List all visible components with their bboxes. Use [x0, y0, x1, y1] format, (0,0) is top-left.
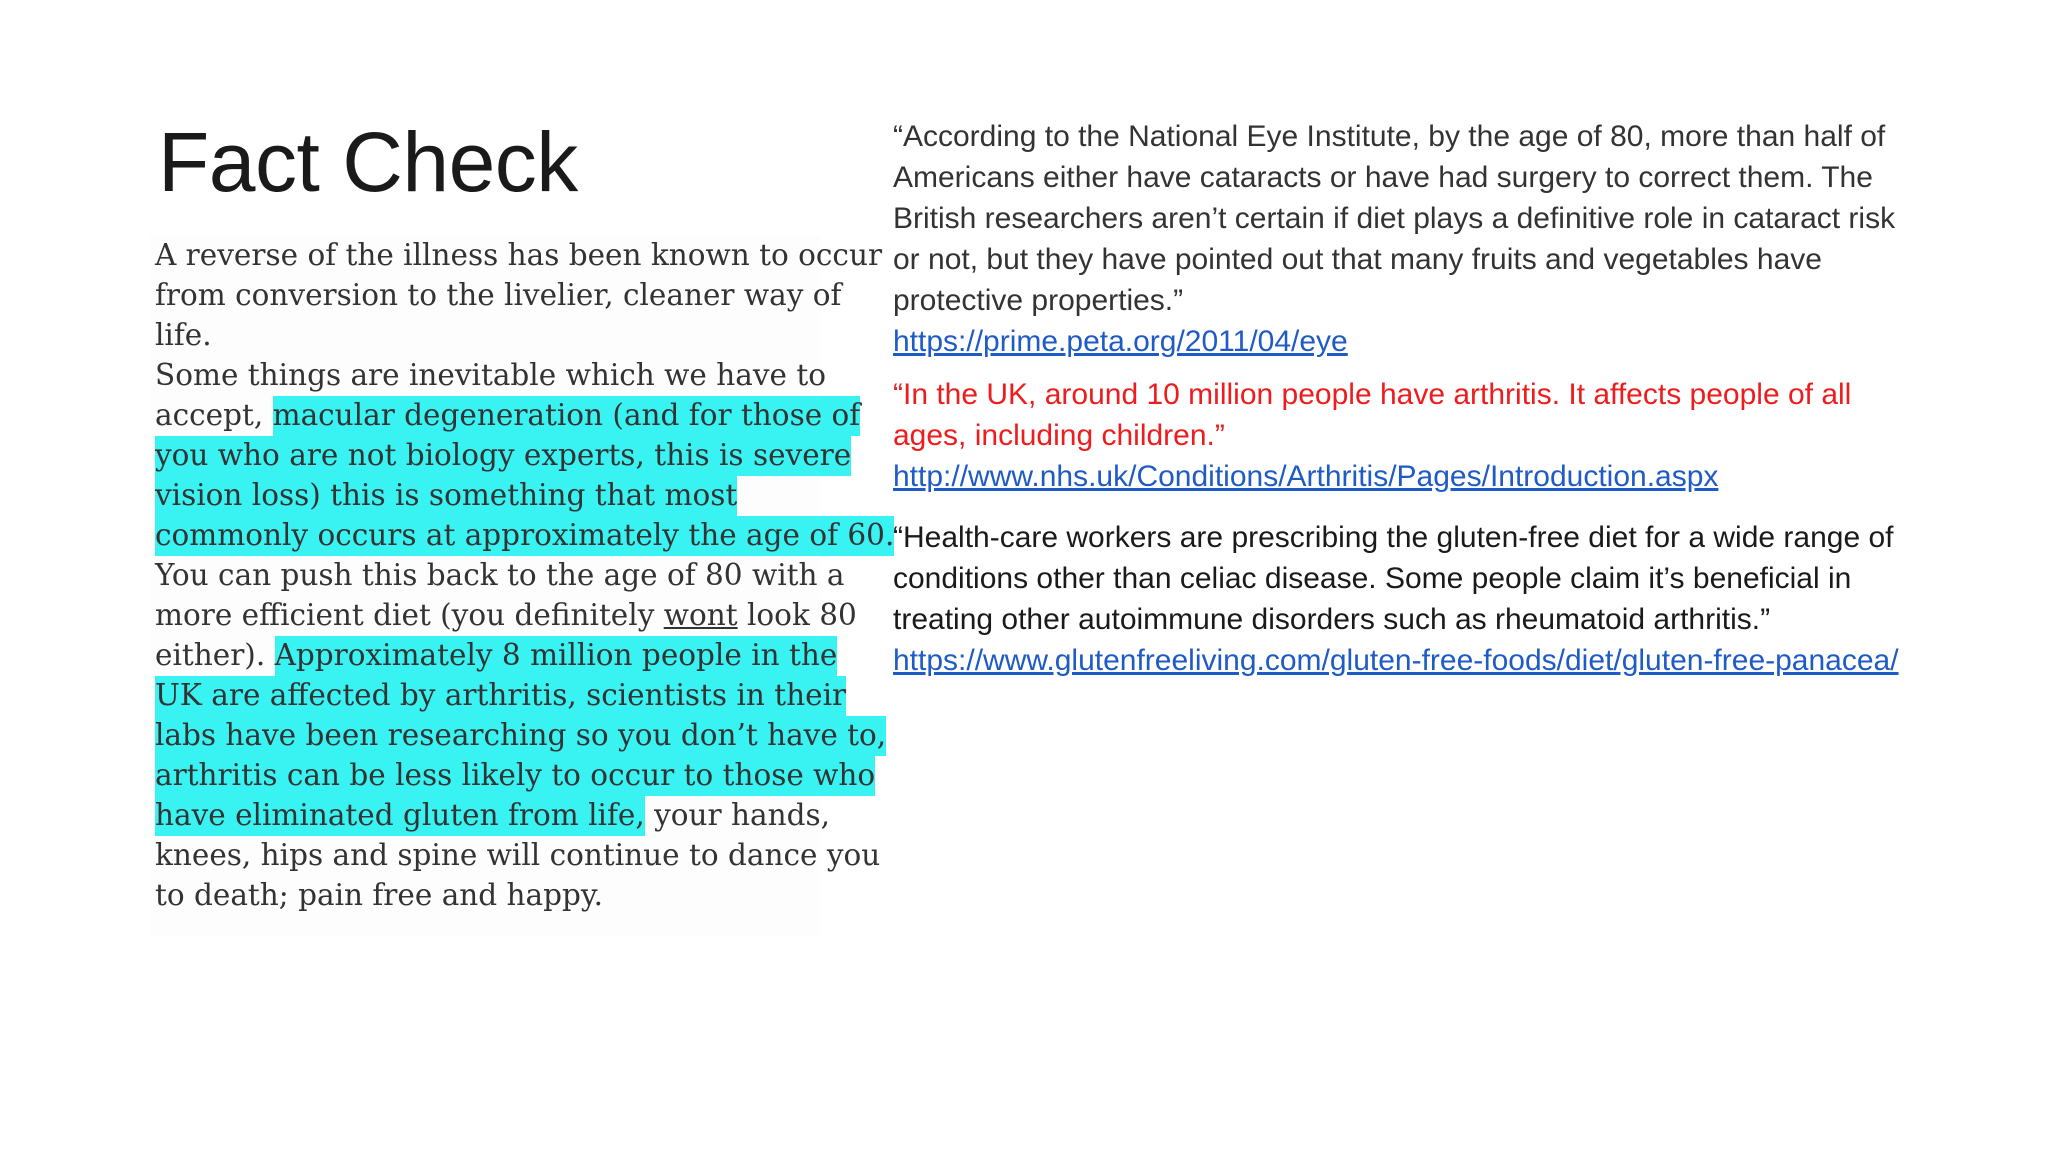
- source-link-nhs[interactable]: http://www.nhs.uk/Conditions/Arthritis/Pages/Introduction.aspx: [893, 460, 1719, 493]
- scan-text: A reverse of the illness has been known to occur: [155, 238, 883, 272]
- scan-line-5: [155, 395, 860, 435]
- scan-line-2: [155, 275, 841, 315]
- scan-text: either).: [155, 638, 275, 672]
- quote-text-highlighted: “In the UK, around 10 million people have arthritis. It affects people of all ages, including children.”: [893, 378, 1852, 452]
- scan-line-17: [155, 875, 603, 915]
- scan-text: from conversion to the livelier, cleaner way of: [155, 278, 842, 312]
- scan-line-11: [155, 635, 837, 675]
- scan-text: accept,: [155, 398, 273, 432]
- quote-national-eye-institute: [893, 116, 1913, 362]
- highlighted-text: you who are not biology experts, this is severe: [155, 436, 851, 476]
- quote-gluten-free: [893, 517, 1913, 681]
- scan-line-3: [155, 315, 212, 355]
- scan-text: Some things are inevitable which we have to: [155, 358, 826, 392]
- scan-line-13: [155, 715, 886, 755]
- scan-text: look 80: [737, 598, 857, 632]
- underlined-word: wont: [663, 598, 738, 632]
- scan-text: You can push this back to the age of 80 with a: [155, 558, 845, 592]
- highlighted-text: Approximately 8 million people in the: [275, 636, 838, 676]
- scan-line-16: [155, 835, 880, 875]
- quotes-column: [893, 116, 1913, 681]
- quote-nhs-arthritis: [893, 374, 1913, 497]
- source-link-glutenfreeliving[interactable]: https://www.glutenfreeliving.com/gluten-free-foods/diet/gluten-free-panacea/: [893, 644, 1899, 677]
- scan-text: life.: [155, 318, 212, 352]
- scan-text: more efficient diet (you definitely: [155, 598, 664, 632]
- scan-line-14: [155, 755, 875, 795]
- scan-text: knees, hips and spine will continue to dance you: [155, 838, 881, 872]
- source-link-peta[interactable]: https://prime.peta.org/2011/04/eye: [893, 325, 1348, 358]
- highlighted-text: have eliminated gluten from life,: [155, 796, 645, 836]
- scan-line-15: [155, 795, 830, 835]
- scan-line-6: [155, 435, 851, 475]
- scan-line-1: [155, 235, 882, 275]
- scan-line-9: [155, 555, 844, 595]
- highlighted-text: arthritis can be less likely to occur to those who: [155, 756, 875, 796]
- scan-line-12: [155, 675, 846, 715]
- highlighted-text: UK are affected by arthritis, scientists in their: [155, 676, 846, 716]
- quote-text: “According to the National Eye Institute, by the age of 80, more than half of Americans either have cataracts or have had surgery to correct them. The British researchers aren’t certain if diet plays a definitive role in cataract risk or not, but they have pointed out that many fruits and vegetables have protective properties.”: [893, 120, 1896, 317]
- scan-line-7: [155, 475, 737, 515]
- slide-title: Fact Check: [158, 115, 578, 209]
- highlighted-text: labs have been researching so you don’t have to,: [155, 716, 886, 756]
- scan-line-4: [155, 355, 826, 395]
- scan-text: your hands,: [644, 798, 831, 832]
- quote-text: “Health-care workers are prescribing the gluten-free diet for a wide range of conditions other than celiac disease. Some people claim it’s beneficial in treating other autoimmune disorders such as rheumatoid arthritis.”: [893, 521, 1894, 636]
- scan-text: to death; pain free and happy.: [155, 878, 604, 912]
- scan-line-10: [155, 595, 857, 635]
- scanned-text-image: [150, 235, 895, 935]
- highlighted-text: macular degeneration (and for those of: [273, 396, 861, 436]
- scan-line-8: [155, 515, 894, 555]
- highlighted-text: vision loss) this is something that most: [155, 476, 737, 516]
- highlighted-text: commonly occurs at approximately the age of 60.: [155, 516, 894, 556]
